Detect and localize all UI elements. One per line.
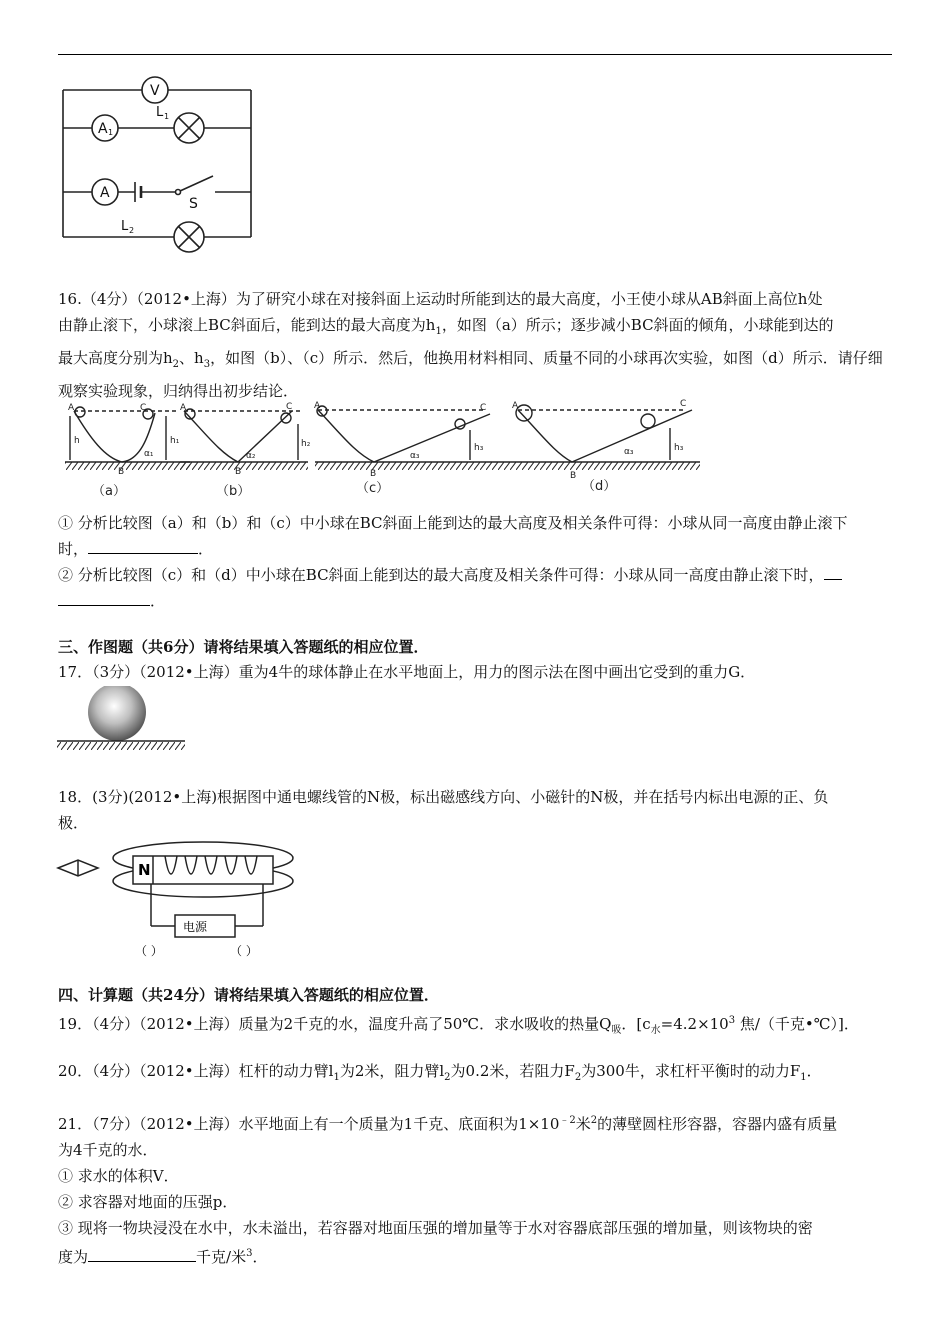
fig-a-pt-b: B <box>118 467 125 477</box>
q16-blank2a[interactable] <box>824 565 842 580</box>
fig-c-pt-c: C <box>480 403 487 413</box>
section4-heading: 四、计算题（共24分）请将结果填入答题纸的相应位置． <box>58 986 439 1004</box>
q21-blank[interactable] <box>88 1247 196 1262</box>
fig-a-h: h <box>74 436 80 446</box>
fig-c-pt-b: B <box>370 469 377 479</box>
q16-line4: 观察实验现象，归纳得出初步结论． <box>58 382 299 400</box>
q19-text: 19．（4分）（2012•上海）质量为2千克的水，温度升高了50℃．求水吸收的热量$Q_吸$．[$c_水=4.2\times 10^3$ 焦/（千克•℃）]． <box>58 1015 859 1036</box>
lamp1-label: L <box>156 105 164 120</box>
q18-line1: 18．(3分)(2012•上海)根据图中通电螺线管的N极，标出磁感线方向、小磁针的N极，并在括号内标出电源的正、负 <box>58 788 829 806</box>
ammeter1-sub: 1 <box>108 128 114 137</box>
q16-line1: 16.（4分）（2012•上海）为了研究小球在对接斜面上运动时所能到达的最大高度，小王使小球从AB斜面上高位h处 <box>58 290 823 308</box>
fig-b-pt-b: B <box>235 467 242 477</box>
fig-d-h3: h₃ <box>674 443 684 453</box>
ammeter1-label: A <box>98 121 108 137</box>
q21-item1: ① 求水的体积V． <box>58 1167 179 1185</box>
q21-item3-line2: 度为 千克/米$^3$． <box>58 1248 268 1266</box>
power-right-bracket[interactable]: （ ） <box>230 944 258 958</box>
fig-a-pt-a: A <box>68 403 75 413</box>
power-source-label: 电源 <box>183 920 208 934</box>
q18-text <box>58 784 894 836</box>
lamp1-sub: 1 <box>164 112 170 121</box>
fig-c-h3: h₃ <box>474 443 484 453</box>
fig-label-c: （c） <box>356 481 390 496</box>
fig-d-angle: α₃ <box>624 447 634 457</box>
switch-label: S <box>189 196 198 212</box>
ammeter-label: A <box>100 185 110 201</box>
q16-sub1-line1: ① 分析比较图（a）和（b）和（c）中小球在BC斜面上能到达的最大高度及相关条件可得：小球从同一高度由静止滚下 <box>58 514 848 532</box>
fig-label-b: （b） <box>216 484 251 499</box>
power-left-bracket[interactable]: （ ） <box>135 944 163 958</box>
inclined-planes-figure <box>60 398 710 500</box>
fig-c-angle: α₃ <box>410 451 420 461</box>
q21-item3: ③ 现将一物块浸没在水中，水未溢出，若容器对地面压强的增加量等于水对容器底部压强的增加量，则该物块的密 <box>58 1219 813 1237</box>
q16-sub2-line2: ． <box>58 588 894 614</box>
q20-text: 20．（4分）（2012•上海）杠杆的动力臂$l_1$为2米，阻力臂$l_2$为0.2米，若阻力$F_2$为300牛，求杠杆平衡时的动力$F_1$． <box>58 1062 822 1083</box>
q16-sub1-line2: 时， ． <box>58 540 214 558</box>
solenoid-figure <box>55 836 300 966</box>
q21-line1: 21．（7分）（2012•上海）水平地面上有一个质量为1千克、底面积为$1\times 10^{﹣2}$米$^2$的薄壁圆柱形容器，容器内盛有质量 <box>58 1115 838 1133</box>
q17-text: 17．（3分）（2012•上海）重为4牛的球体静止在水平地面上，用力的图示法在图中画出它受到的重力G． <box>58 663 756 681</box>
fig-b-pt-c: C <box>286 402 293 412</box>
fig-c-pt-a: A <box>314 401 321 411</box>
q16-subquestions <box>58 510 894 614</box>
ball-icon <box>88 686 146 741</box>
fig-b-angle: α₂ <box>246 451 256 461</box>
fig-label-a: （a） <box>92 484 126 499</box>
q16-line2: 由静止滚下，小球滚上BC斜面后，能到达的最大高度为$h_1$，如图（a）所示；逐步减小BC斜面的倾角，小球能到达的 <box>58 316 834 337</box>
q16-line3: 最大高度分别为$h_2$、$h_3$，如图（b）、（c）所示．然后，他换用材料相同、质量不同的小球再次实验，如图（d）所示．请仔细 <box>58 349 883 370</box>
q16-blank1[interactable] <box>88 539 198 554</box>
q18-line2: 极． <box>58 814 89 832</box>
header-rule <box>58 54 892 55</box>
q16-text <box>58 286 894 404</box>
lamp2-label: L <box>121 219 129 234</box>
circuit-diagram <box>55 70 265 255</box>
fig-d-pt-c: C <box>680 399 687 409</box>
fig-a-angle: α₁ <box>144 449 154 459</box>
fig-b-pt-a: A <box>180 403 187 413</box>
section3-heading: 三、作图题（共6分）请将结果填入答题纸的相应位置． <box>58 638 429 656</box>
fig-label-d: （d） <box>582 479 617 494</box>
fig-d-pt-a: A <box>512 401 519 411</box>
fig-a-pt-c: C <box>140 403 147 413</box>
q21-line2: 为4千克的水． <box>58 1141 158 1159</box>
q21-text <box>58 1108 894 1270</box>
fig-d-pt-b: B <box>570 471 577 481</box>
fig-b-h2: h₂ <box>301 439 311 449</box>
q16-blank2b[interactable] <box>58 591 150 606</box>
lamp2-sub: 2 <box>129 226 135 235</box>
solenoid-n-label: N <box>138 861 151 879</box>
voltmeter-label: V <box>150 83 160 99</box>
q21-item2: ② 求容器对地面的压强p． <box>58 1193 238 1211</box>
ball-on-ground-figure <box>55 686 190 752</box>
q16-sub2-line1: ② 分析比较图（c）和（d）中小球在BC斜面上能到达的最大高度及相关条件可得：小球从同一高度由静止滚下时， <box>58 562 894 588</box>
fig-a-h1: h₁ <box>170 436 180 446</box>
